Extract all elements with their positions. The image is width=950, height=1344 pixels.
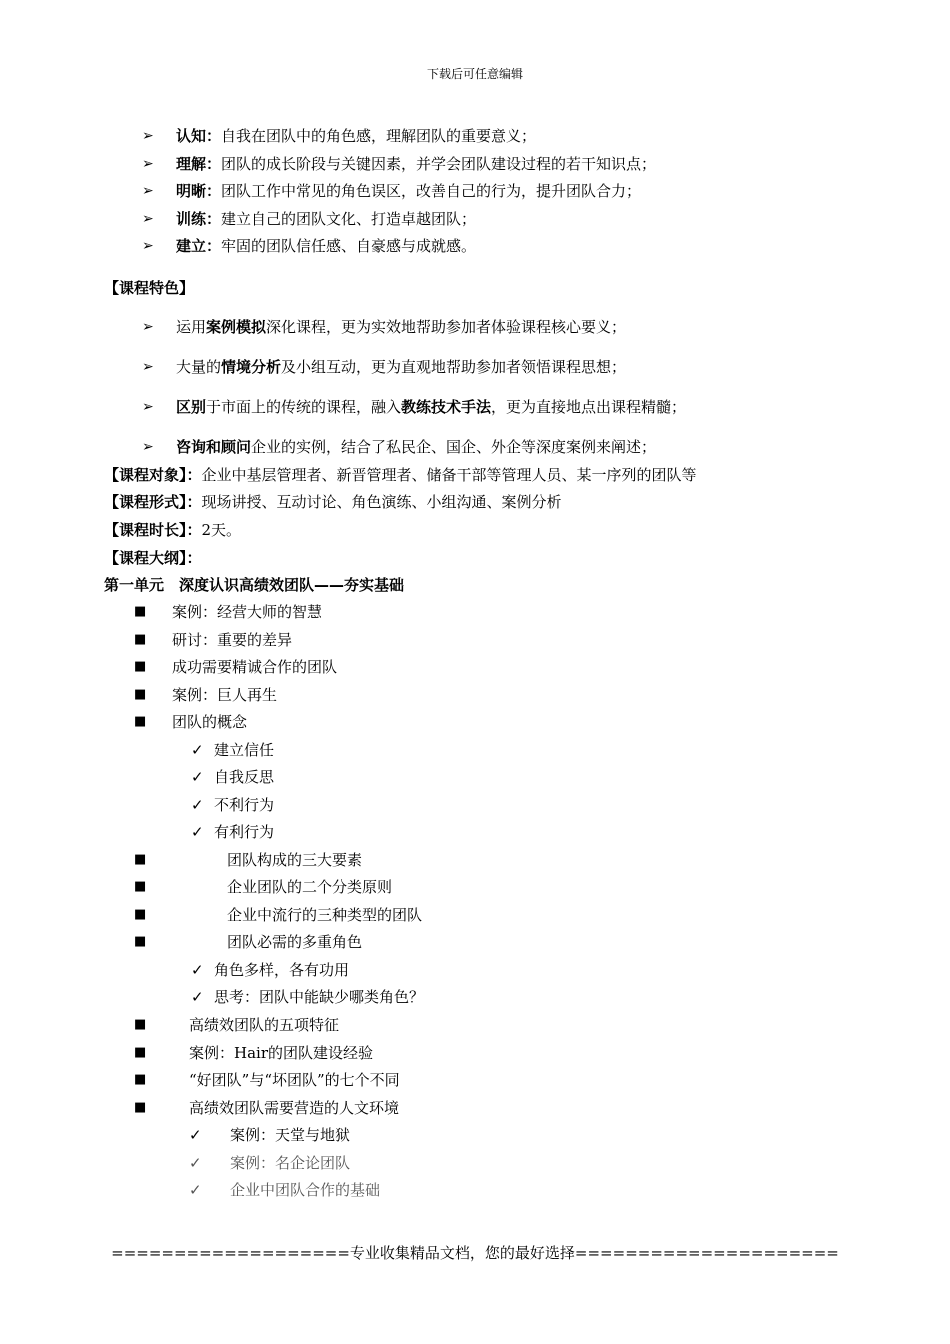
list-item: 思考：团队中能缺少哪类角色？: [214, 988, 425, 1006]
square-bullet-icon: ■: [134, 632, 147, 647]
square-bullet-icon: ■: [134, 687, 147, 702]
check-bullet-icon: ✓: [191, 768, 204, 786]
list-item: 大量的情境分析及小组互动，更为直观地帮助参加者领悟课程思想；: [176, 358, 627, 376]
list-item: 成功需要精诚合作的团队: [172, 658, 338, 676]
arrow-bullet-icon: ➢: [142, 399, 154, 415]
list-item: 自我反思: [214, 768, 275, 786]
square-bullet-icon: ■: [134, 714, 147, 729]
list-item: 案例：天堂与地狱: [230, 1126, 351, 1144]
square-bullet-icon: ■: [134, 852, 147, 867]
arrow-bullet-icon: ➢: [142, 439, 154, 455]
page-header: 下载后可任意编辑: [426, 67, 523, 81]
list-item: 有利行为: [214, 823, 275, 841]
check-bullet-icon: ✓: [189, 1181, 202, 1199]
arrow-bullet-icon: ➢: [142, 319, 154, 335]
list-item: 高绩效团队的五项特征: [189, 1016, 340, 1034]
list-item: 企业中流行的三种类型的团队: [227, 906, 423, 924]
arrow-bullet-icon: ➢: [142, 156, 154, 172]
list-item: 案例：巨人再生: [172, 686, 278, 704]
list-item: 建立：牢固的团队信任感、自豪感与成就感。: [176, 237, 477, 255]
check-bullet-icon: ✓: [189, 1154, 202, 1172]
square-bullet-icon: ■: [134, 1017, 147, 1032]
square-bullet-icon: ■: [134, 604, 147, 619]
check-bullet-icon: ✓: [191, 961, 204, 979]
square-bullet-icon: ■: [134, 1100, 147, 1115]
course-format: 【课程形式】：现场讲授、互动讨论、角色演练、小组沟通、案例分析: [104, 493, 562, 511]
list-item: 区别于市面上的传统的课程，融入教练技术手法，更为直接地点出课程精髓；: [176, 398, 687, 416]
list-item: 团队构成的三大要素: [227, 851, 363, 869]
arrow-bullet-icon: ➢: [142, 238, 154, 254]
check-bullet-icon: ✓: [191, 988, 204, 1006]
list-item: 企业中团队合作的基础: [230, 1181, 381, 1199]
square-bullet-icon: ■: [134, 879, 147, 894]
check-bullet-icon: ✓: [189, 1126, 202, 1144]
list-item: 案例：Hair的团队建设经验: [189, 1044, 373, 1062]
list-item: 企业团队的二个分类原则: [227, 878, 393, 896]
page-footer: ===================专业收集精品文档，您的最好选择=====================: [111, 1244, 839, 1262]
square-bullet-icon: ■: [134, 934, 147, 949]
list-item: 咨询和顾问企业的实例，结合了私民企、国企、外企等深度案例来阐述；: [176, 438, 657, 456]
list-item: 研讨：重要的差异: [172, 631, 293, 649]
list-item: 认知：自我在团队中的角色感，理解团队的重要意义；: [176, 127, 537, 145]
course-outline-label: 【课程大纲】：: [104, 549, 202, 567]
list-item: 建立信任: [214, 741, 275, 759]
arrow-bullet-icon: ➢: [142, 359, 154, 375]
unit-title: 第一单元 深度认识高绩效团队——夯实基础: [104, 576, 405, 594]
list-item: 案例：经营大师的智慧: [172, 603, 323, 621]
square-bullet-icon: ■: [134, 1045, 147, 1060]
list-item: 团队必需的多重角色: [227, 933, 363, 951]
square-bullet-icon: ■: [134, 907, 147, 922]
list-item: 案例：名企论团队: [230, 1154, 351, 1172]
arrow-bullet-icon: ➢: [142, 183, 154, 199]
list-item: 团队的概念: [172, 713, 248, 731]
square-bullet-icon: ■: [134, 1072, 147, 1087]
list-item: 理解：团队的成长阶段与关键因素，并学会团队建设过程的若干知识点；: [176, 155, 657, 173]
list-item: 训练：建立自己的团队文化、打造卓越团队；: [176, 210, 477, 228]
check-bullet-icon: ✓: [191, 823, 204, 841]
list-item: 角色多样，各有功用: [214, 961, 350, 979]
list-item: 不利行为: [214, 796, 275, 814]
check-bullet-icon: ✓: [191, 741, 204, 759]
course-audience: 【课程对象】：企业中基层管理者、新晋管理者、储备干部等管理人员、某一序列的团队等: [104, 466, 697, 484]
list-item: 明晰：团队工作中常见的角色误区，改善自己的行为，提升团队合力；: [176, 182, 642, 200]
features-title: 【课程特色】: [104, 279, 195, 297]
list-item: 高绩效团队需要营造的人文环境: [189, 1099, 400, 1117]
arrow-bullet-icon: ➢: [142, 211, 154, 227]
check-bullet-icon: ✓: [191, 796, 204, 814]
course-duration: 【课程时长】：2天。: [104, 521, 242, 539]
square-bullet-icon: ■: [134, 659, 147, 674]
list-item: “好团队”与“坏团队”的七个不同: [189, 1071, 400, 1089]
arrow-bullet-icon: ➢: [142, 128, 154, 144]
list-item: 运用案例模拟深化课程，更为实效地帮助参加者体验课程核心要义；: [176, 318, 627, 336]
